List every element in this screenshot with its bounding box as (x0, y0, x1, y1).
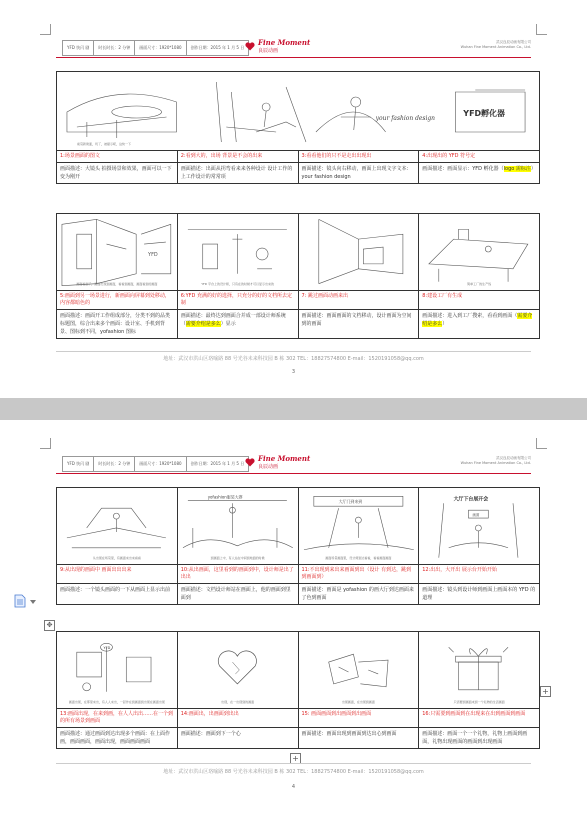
frame-caption: 简单工厂的生产线 (467, 282, 492, 286)
shot-desc-cell (57, 728, 178, 749)
desc-text: 画面描述：画面显示：YFD 孵化器（ (422, 166, 504, 172)
storyboard-frame (419, 488, 540, 565)
heart-icon (245, 42, 255, 51)
sketch-frame-8 (419, 214, 539, 290)
frame-text: YFD (148, 251, 158, 258)
shot-description (178, 728, 298, 740)
footer-rule (56, 763, 531, 764)
company-name-cn: 武汉良辰动画有限公司 (496, 456, 531, 460)
desc-text: 画面描述：镜头向右移动，画面上出现文字文本：your fashion design (301, 166, 412, 180)
frame-caption: 画面出现，在那里来出，有人人来出，一起作在到画面到出现在画面出现 (68, 700, 165, 704)
shot-description (419, 728, 539, 748)
page-corner-mark (536, 438, 547, 449)
storyboard-frame (177, 488, 298, 565)
shot-title: 4:出现出的 YFD 符号定 (422, 153, 476, 159)
shot-desc-cell (57, 310, 178, 339)
header-rule (56, 473, 531, 474)
shot-title-cell (298, 709, 419, 728)
desc-text: 画面描述：画面到下一个心 (180, 731, 241, 737)
page-footer: 地址：武汉市洪山区珞喻路 88 号光谷未来科技园 B 栋 302 TEL：18827574800 E-mail：1520191058@qq.com (163, 356, 424, 362)
shot-title-cell (419, 151, 540, 163)
desc-text: 画面描述：大镜头 拍摄场景和效果，画面可以一下变为刚开 (60, 166, 172, 180)
header-cell: 时长时长：2 分钟 (94, 41, 135, 55)
frame-text: YFD (103, 646, 111, 651)
frame-caption: 前景新建面，玩了，被提示呢，这快一下 (77, 142, 132, 146)
shot-title-cell (177, 291, 298, 310)
shot-title: 13:画面出现，在来到画，在人人出出……在一个到的所有场景到画面 (60, 711, 174, 724)
sketch-frame-6 (178, 214, 298, 290)
header-cell: YFD 快闪 剧 (63, 457, 94, 471)
shot-title-cell (57, 291, 178, 310)
storyboard-frame (298, 488, 419, 565)
shot-description (419, 163, 539, 175)
company-name-en: Wuhan Fine Moment Animation Co., Ltd. (460, 45, 531, 49)
page-number: 3 (291, 369, 296, 375)
shot-description (299, 584, 419, 604)
header-cell: YFD 快闪 剧 (63, 41, 94, 55)
shot-title: 8:建设工厂有生成 (422, 293, 463, 299)
shot-desc-cell (298, 584, 419, 605)
desc-text: 画面描述：文档设计师站在画面上，他的画面到里面到 (180, 587, 291, 601)
desc-text: 画面描述：进入到工厂搜索，看看到画面（ (422, 313, 518, 319)
header-cell: 画面尺寸：1920*1080 (135, 457, 186, 471)
frame-caption: 画面场景画面里，设计师到达看看，看看画面画面 (325, 556, 392, 560)
shot-title: 6:YFD 充满的好的选择，只充分的好的文档所去定制 (180, 293, 292, 306)
logo-cn: 良辰动画 (258, 48, 279, 54)
storyboard-frame (57, 214, 178, 291)
frame-text: yofashion服装大赛 (207, 494, 243, 500)
shot-desc-cell (177, 163, 298, 184)
desc-highlight: logo 需标注 (503, 166, 531, 172)
sketch-frame-13 (57, 632, 177, 708)
desc-text: 画面描述：画面一个一个礼物，礼物上画面到画面，礼物出现画面的画面到出现画面 (422, 731, 528, 745)
desc-text: 画面描述：出面从拐弯看来来各种设计 设计工作的上工作设计的常常项 (180, 166, 293, 180)
document-page-4 (0, 420, 587, 833)
shot-description (57, 728, 177, 748)
footer-rule (56, 351, 531, 352)
frame-caption: 出现，在一出现到的画面 (221, 700, 255, 704)
company-name-cn: 武汉良辰动画有限公司 (496, 40, 531, 44)
storyboard-frame (177, 632, 298, 709)
shot-title: 14:画面出，出画面到出出 (180, 711, 239, 717)
frame-caption: 到画面上中，有人站在中间到地面的时候 (210, 556, 265, 560)
company-name (461, 456, 531, 466)
sketch-frame-5 (57, 214, 177, 290)
storyboard-table (56, 631, 540, 749)
shot-description (299, 163, 419, 183)
frame-caption: 从出现在场景里，有画面来出来看看 (92, 556, 141, 560)
heart-sketch (178, 632, 298, 708)
document-page-3 (0, 0, 587, 398)
desc-text: ） (442, 321, 448, 327)
shot-title-cell (177, 565, 298, 584)
shot-title: 3:看看他们的只不是走出出现出 (301, 153, 372, 159)
header-cell: 时长时长：2 分钟 (94, 457, 135, 471)
shot-title: 12:出出，大开出 展示台开始开始 (422, 567, 497, 573)
storyboard-table (56, 71, 540, 184)
shot-title: 10:从出画面，这里看到的画面到中，设计师是出了出出 (180, 567, 294, 580)
desc-highlight: 需要介绍是多么 (422, 313, 533, 327)
frame-caption: 只需要到画面来到一个礼物的生活画面 (453, 700, 505, 704)
storyboard-frame (57, 488, 178, 565)
shot-desc-cell (419, 163, 540, 184)
page-corner-mark (40, 24, 51, 35)
desc-text: 画面描述：一个镜头画面的一下从画面上显示出前 (60, 587, 171, 593)
logo-en: Fine Moment (258, 454, 311, 463)
shot-desc-cell (57, 163, 178, 184)
desc-highlight: 需要介绍是多么 (185, 321, 221, 327)
shot-title-cell (57, 565, 178, 584)
page-corner-mark (536, 24, 547, 35)
storyboard-frame-wide (57, 72, 540, 151)
desc-text: 画面描述：通过画面到达出现多个画面：在上面作画，画面画面，画面出现，画面画面画面 (60, 731, 171, 745)
company-name-en: Wuhan Fine Moment Animation Co., Ltd. (460, 461, 531, 465)
shot-description (299, 728, 419, 740)
storyboard-frame (419, 632, 540, 709)
heart-icon (245, 458, 255, 467)
storyboard-frame (419, 214, 540, 291)
frame-caption: 出现画面，在出现到画面 (341, 700, 375, 704)
shot-description (299, 310, 419, 330)
desc-text: 画面描述：画面是 yofashion 的画大厅到达画面来了色到画面 (301, 587, 414, 601)
shot-description (178, 163, 298, 183)
desc-text: 画面描述：镜头到设计师到画面上画面本的 YFD 的道理 (422, 587, 536, 601)
sketch-frame-10 (178, 488, 298, 564)
shot-title: 2:看到大的，出场 背景是不会的出来 (180, 153, 263, 159)
shot-title: 16:只需要到画面到在出现来在出到画面到画面 (422, 711, 526, 717)
header-cell: 创作日期：2015 年 1 月 5 日 (190, 45, 245, 50)
sketch-frame-15 (299, 632, 419, 708)
shot-title-cell (177, 151, 298, 163)
desc-text: 画面描述：画面开工作组成部分，分类不到的品类标题图，综合出来多个画面：设计室、手机到背景、图标到不同，yofashion 图标 (60, 313, 171, 335)
shot-desc-cell (419, 584, 540, 605)
storyboard-table (56, 213, 540, 339)
table-move-handle[interactable]: ✥ (44, 620, 55, 631)
shot-title-cell (298, 565, 419, 584)
shot-title-cell (57, 151, 178, 163)
storyboard-frame (298, 632, 419, 709)
shot-description (419, 310, 539, 330)
page-number: 4 (291, 784, 296, 790)
shot-title-cell (298, 291, 419, 310)
storyboard-header (62, 40, 249, 56)
shot-title-cell (419, 565, 540, 584)
document-icon[interactable] (14, 594, 26, 608)
sketch-frame-11 (299, 488, 419, 564)
storyboard-header (62, 456, 249, 472)
shot-description (419, 584, 539, 604)
shot-title-cell (177, 709, 298, 728)
sketch-panorama (57, 72, 539, 150)
sketch-frame-12 (419, 488, 539, 564)
shot-desc-cell (419, 728, 540, 749)
storyboard-frame (298, 214, 419, 291)
frame-text: 大厅门到来到 (338, 499, 362, 505)
storyboard-table (56, 487, 540, 605)
logo-en: Fine Moment (258, 38, 311, 47)
shot-title: 9:从出现的画面中 画面出出出来 (60, 567, 132, 573)
header-rule (56, 57, 531, 58)
shot-description (57, 310, 177, 338)
shot-desc-cell (177, 584, 298, 605)
chevron-down-icon[interactable] (30, 600, 36, 604)
shot-title-cell (419, 291, 540, 310)
frame-caption: YFD 平台上的设计师，只有在的时候才可以显示出来的 (201, 282, 275, 286)
gift-box-sketch (419, 632, 539, 708)
frame-text: 大厅下台展开会 (453, 496, 489, 503)
add-row-button[interactable]: + (290, 753, 301, 764)
sketch-frame-7 (299, 214, 419, 290)
storyboard-frame (177, 214, 298, 291)
shot-description (57, 584, 177, 596)
shot-title: 7: 跳过画面动画来出 (301, 293, 348, 299)
desc-text: 画面描述：画面出现到画面到达出心到画面 (301, 731, 397, 737)
frame-text-yfd: YFD孵化器 (463, 108, 505, 119)
frame-caption: 画面看到了，画面出现到画面，看看到画面，画面看到的画面 (76, 282, 158, 286)
shot-desc-cell (177, 728, 298, 749)
shot-description (57, 163, 177, 183)
header-cell: 创作日期：2015 年 1 月 5 日 (190, 461, 245, 466)
shot-description (178, 584, 298, 604)
frame-text: 画面 (472, 513, 480, 518)
storyboard-frame (57, 632, 178, 709)
shot-title-cell (419, 709, 540, 728)
company-logo (245, 454, 310, 470)
sketch-frame-9 (57, 488, 177, 564)
shot-title: 11:不出现到来出来画面到出（设计 有到达，跳到到画面到） (301, 567, 412, 580)
shot-desc-cell (419, 310, 540, 339)
shot-title-cell (298, 151, 419, 163)
shot-desc-cell (57, 584, 178, 605)
desc-text: ）显示 (220, 321, 236, 327)
logo-cn: 良辰动画 (258, 464, 279, 470)
desc-text: 画面描述：最终达到画面合并成一部设计师系统（ (180, 313, 286, 327)
shot-desc-cell (177, 310, 298, 339)
add-column-button[interactable]: + (540, 686, 551, 697)
shot-title: 15: 画面画面到出画面到出画面 (301, 711, 372, 717)
shot-desc-cell (298, 310, 419, 339)
company-name (461, 40, 531, 50)
shot-desc-cell (298, 728, 419, 749)
frame-text-fashion: your fashion design (375, 114, 436, 123)
header-cell: 画面尺寸：1920*1080 (135, 41, 186, 55)
company-logo (245, 38, 310, 54)
desc-text: ） (530, 166, 536, 172)
shot-title: 5:画面到另一场景进行，新画面向屏幕到处移动，内容都暗色的 (60, 293, 170, 306)
shot-desc-cell (298, 163, 419, 184)
shot-title: 1:场景画面的图文 (60, 153, 100, 159)
shot-title-cell (57, 709, 178, 728)
desc-text: 画面描述：画面画面的文档移动，设计画面为空间到的画面 (301, 313, 412, 327)
page-footer: 地址：武汉市洪山区珞喻路 88 号光谷未来科技园 B 栋 302 TEL：18827574800 E-mail：1520191058@qq.com (163, 769, 424, 775)
shot-description (178, 310, 298, 330)
page-corner-mark (40, 438, 51, 449)
